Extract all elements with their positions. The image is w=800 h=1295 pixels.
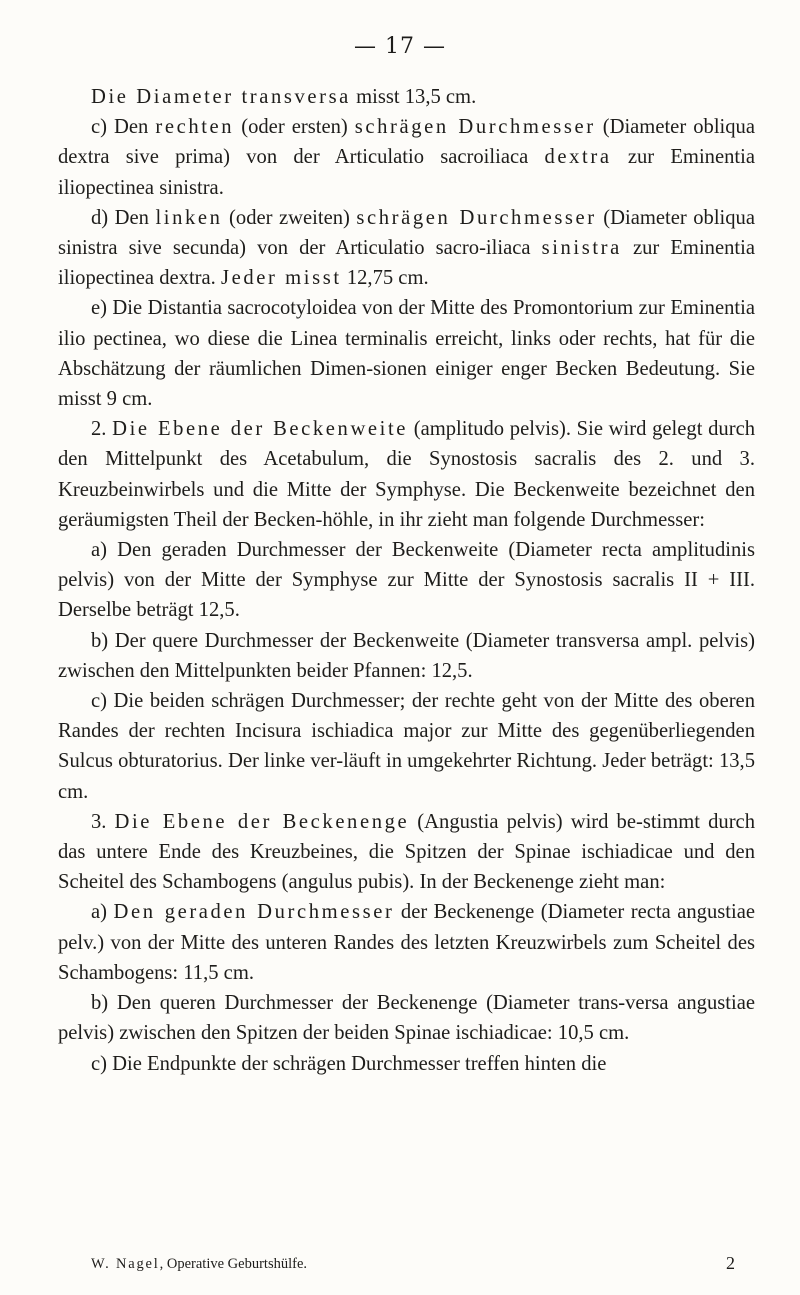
paragraph: [58, 626, 755, 686]
text-run: (oder zweiten): [222, 206, 357, 229]
footer-citation: [91, 1256, 307, 1274]
emphasized-run: rechten: [155, 116, 235, 139]
paragraph: [58, 112, 755, 203]
paragraph: [58, 988, 755, 1048]
paragraph: [58, 807, 755, 898]
emphasized-run: Jeder misst: [220, 267, 342, 290]
text-run: a): [91, 901, 114, 924]
text-run: b) Der quere Durchmesser der Beckenweite (Diameter transversa ampl. pelvis) zwischen den Mittelpunkten beider Pfannen: 12,5.: [58, 629, 755, 682]
footer-title: , Operative Geburtshülfe.: [159, 1256, 308, 1272]
body-text: [58, 82, 755, 1079]
emphasized-run: schrägen Durchmesser: [354, 116, 596, 139]
emphasized-run: Den geraden Durchmesser: [113, 901, 395, 924]
text-run: c) Den: [91, 116, 156, 139]
page-number: — 17 —: [354, 34, 446, 59]
text-run: 3.: [91, 810, 115, 833]
page-footer: [91, 1253, 755, 1274]
paragraph: [58, 82, 755, 112]
paragraph: [58, 293, 755, 414]
paragraph: [58, 897, 755, 988]
text-run: zur Eminentia iliopectinea dextra.: [58, 237, 755, 290]
signature-mark: 2: [726, 1253, 735, 1273]
emphasized-run: sinistra: [541, 237, 622, 260]
text-run: (Diameter obliqua sinistra sive secunda) von der Articulatio sacro-iliaca: [58, 206, 755, 260]
paragraph: [58, 203, 755, 294]
paragraph: [58, 686, 755, 807]
text-run: (Angustia pelvis) wird be-stimmt durch das untere Ende des Kreuzbeines, die Spitzen der Spinae ischiadicae und den Scheitel des Schambogens (angulus pubis). In der Beckenenge zieht man:: [58, 810, 755, 894]
text-run: (amplitudo pelvis). Sie wird gelegt durch den Mittelpunkt des Acetabulum, die Synostosis sacralis des 2. und 3. Kreuzbeinwirbels und die Mitte der Symphyse. Die Beckenweite bezeichnet den geräumigsten Theil der Becken-höhle, in ihr zieht man folgende Durchmesser:: [58, 418, 756, 531]
paragraph: [58, 535, 755, 626]
text-run: c) Die Endpunkte der schrägen Durchmesser treffen hinten die: [91, 1052, 607, 1075]
text-run: misst 13,5 cm.: [350, 86, 477, 108]
text-run: d) Den: [91, 206, 156, 229]
text-run: b) Den queren Durchmesser der Beckenenge (Diameter trans-versa angustiae pelvis) zwischen den Spitzen der beiden Spinae ischiadicae: 10,5 cm.: [58, 992, 755, 1045]
text-run: c) Die beiden schrägen Durchmesser; der rechte geht von der Mitte des oberen Randes der rechten Incisura ischiadica major zur Mitte des gegenüberliegenden Sulcus obturatorius. Der linke ver-läuft in umgekehrter Richtung. Jeder beträgt: 13,5 cm.: [58, 690, 755, 803]
paragraph: [58, 414, 755, 535]
paragraph: [58, 1049, 755, 1079]
text-run: (Diameter obliqua dextra sive prima) von der Articulatio sacroiliaca: [58, 116, 755, 169]
text-run: 2.: [91, 418, 113, 441]
emphasized-run: dextra: [544, 146, 612, 169]
emphasized-run: Die Ebene der Beckenweite: [112, 418, 409, 441]
emphasized-run: schrägen Durchmesser: [356, 206, 597, 229]
text-run: zur Eminentia iliopectinea sinistra.: [58, 146, 755, 199]
emphasized-run: Die Ebene der Beckenenge: [114, 810, 410, 833]
text-run: der Beckenenge (Diameter recta angustiae pelv.) von der Mitte des unteren Randes des letzten Kreuzwirbels zum Scheitel des Schambogens: 11,5 cm.: [58, 901, 756, 984]
text-run: (oder ersten): [234, 116, 355, 139]
text-run: a) Den geraden Durchmesser der Beckenweite (Diameter recta amplitudinis pelvis) von der Mitte der Symphyse zur Mitte der Synostosis sacralis II + III. Derselbe beträgt 12,5.: [58, 539, 755, 622]
footer-author: W. Nagel: [91, 1256, 160, 1272]
emphasized-run: Die Diameter transversa: [91, 86, 351, 108]
text-run: e) Die Distantia sacrocotyloidea von der Mitte des Promontorium zur Eminentia ilio pectinea, wo diese die Linea terminalis erreicht, links oder rechts, hat für die Abschätzung der räumlichen Dimen-sionen einiger enger Becken Bedeutung. Sie misst 9 cm.: [58, 297, 755, 411]
text-run: 12,75 cm.: [341, 267, 429, 290]
emphasized-run: linken: [155, 206, 223, 229]
